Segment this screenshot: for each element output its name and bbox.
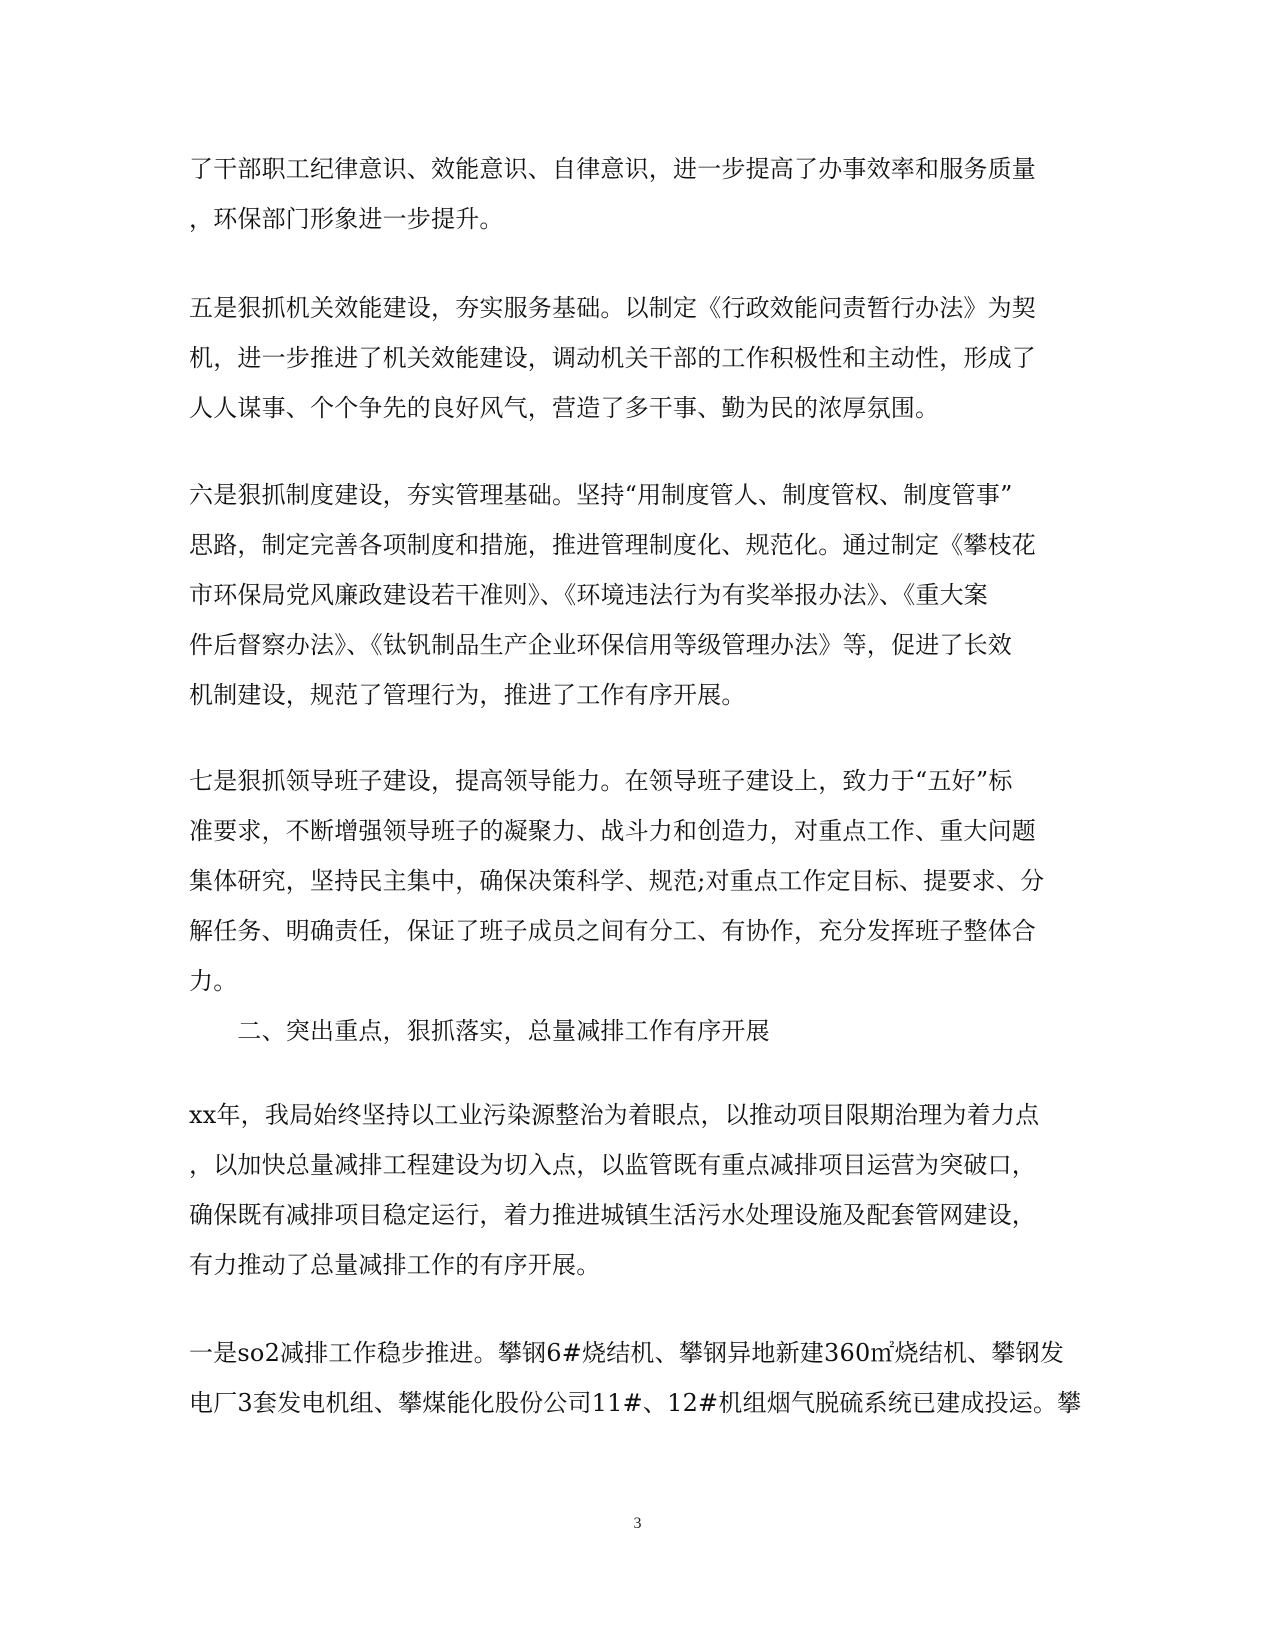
text-line: 一是so2减排工作稳步推进。攀钢6#烧结机、攀钢异地新建360㎡烧结机、攀钢发: [189, 1339, 1065, 1367]
text-line: 电厂3套发电机组、攀煤能化股份公司11#、12#机组烟气脱硫系统已建成投运。攀: [189, 1389, 1082, 1417]
text-line: 确保既有减排项目稳定运行，着力推进城镇生活污水处理设施及配套管网建设，: [189, 1201, 1036, 1229]
text-line: 六是狠抓制度建设，夯实管理基础。坚持“用制度管人、制度管权、制度管事”: [189, 481, 1013, 509]
text-line: 五是狠抓机关效能建设，夯实服务基础。以制定《行政效能问责暂行办法》为契: [189, 294, 1036, 322]
text-line: 思路，制定完善各项制度和措施，推进管理制度化、规范化。通过制定《攀枝花: [189, 531, 1036, 559]
text-line: ，环保部门形象进一步提升。: [189, 205, 504, 233]
section-heading: 二、突出重点，狠抓落实，总量减排工作有序开展: [189, 1017, 770, 1045]
text-line: 市环保局党风廉政建设若干准则》、《环境违法行为有奖举报办法》、《重大案: [189, 581, 988, 609]
paragraph-6: [189, 1328, 1089, 1428]
text-line: 机制建设，规范了管理行为，推进了工作有序开展。: [189, 681, 746, 709]
text-line: 有力推动了总量减排工作的有序开展。: [189, 1251, 601, 1279]
paragraph-2: [189, 283, 1089, 433]
page-number: 3: [633, 1515, 642, 1532]
text-line: 解任务、明确责任，保证了班子成员之间有分工、有协作，充分发挥班子整体合: [189, 917, 1036, 945]
text-line: 了干部职工纪律意识、效能意识、自律意识，进一步提高了办事效率和服务质量: [189, 155, 1036, 183]
text-line: xx年，我局始终坚持以工业污染源整治为着眼点，以推动项目限期治理为着力点: [189, 1101, 1040, 1129]
text-line: 件后督察办法》、《钛钒制品生产企业环保信用等级管理办法》等，促进了长效: [189, 631, 1012, 659]
paragraph-1: [189, 144, 1089, 244]
text-line: 机，进一步推进了机关效能建设，调动机关干部的工作积极性和主动性，形成了: [189, 344, 1036, 372]
paragraph-5: [189, 1090, 1089, 1290]
text-line: 集体研究，坚持民主集中，确保决策科学、规范;对重点工作定目标、提要求、分: [189, 867, 1045, 895]
text-line: 七是狠抓领导班子建设，提高领导能力。在领导班子建设上，致力于“五好”标: [189, 767, 1013, 795]
text-line: ，以加快总量减排工程建设为切入点，以监管既有重点减排项目运营为突破口，: [189, 1151, 1036, 1179]
text-line: 人人谋事、个个争先的良好风气，营造了多干事、勤为民的浓厚氛围。: [189, 394, 940, 422]
paragraph-3: [189, 470, 1089, 720]
text-line: 力。: [189, 967, 238, 995]
paragraph-4: [189, 756, 1089, 1056]
text-line: 准要求，不断增强领导班子的凝聚力、战斗力和创造力，对重点工作、重大问题: [189, 817, 1036, 845]
